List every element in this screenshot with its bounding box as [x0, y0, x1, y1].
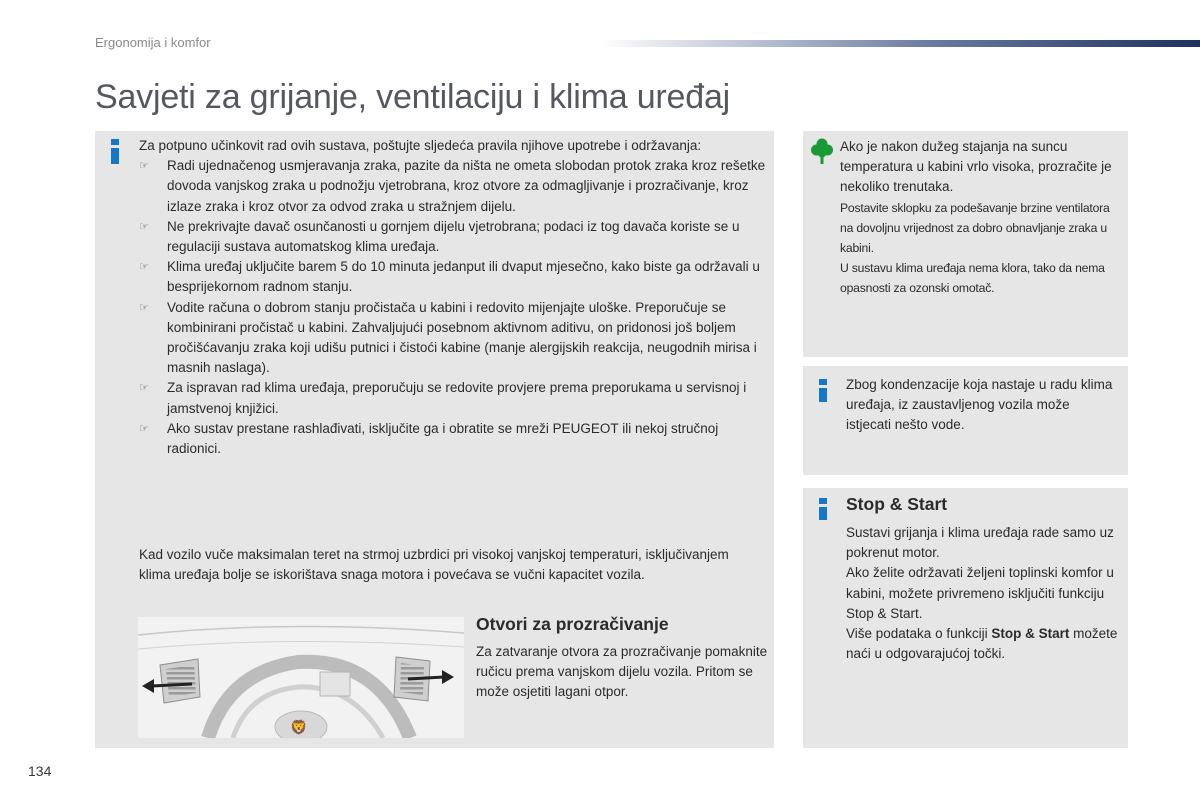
pointing-hand-icon: ☞ — [139, 301, 149, 314]
pointing-hand-icon: ☞ — [139, 422, 149, 435]
towing-paragraph: Kad vozilo vuče maksimalan teret na strmoj uzbrdici pri visokoj vanjskoj temperaturi, isključivanjem klima uređaja bolje se iskorištava snaga motora i povećava se vučni kapacitet vozila. — [139, 547, 729, 583]
eco-paragraph-1: Ako je nakon dužeg stajanja na suncu temperatura u kabini vrlo visoka, prozračite je nekoliko trenutaka. — [840, 139, 1112, 195]
air-vents-illustration — [138, 617, 464, 738]
svg-text:🦁: 🦁 — [290, 720, 308, 736]
pointing-hand-icon: ☞ — [139, 220, 149, 233]
stop-start-bold-ref: Stop & Start — [991, 626, 1070, 642]
list-item: ☞ Ne prekrivajte davač osunčanosti u gornjem dijelu vjetrobrana; podaci iz tog davača koriste se u regulaciji sustava automatskog klima uređaja. — [139, 218, 740, 255]
list-item: ☞ Vodite računa o dobrom stanju pročistača u kabini i redovito mijenjajte uloške. Preporučuje se kombinirani pročistač u kabini. Zahvaljujući posebnom aktivnom aditivu, on pridonosi još boljem pročišćavanju zraka koji udišu putnici i čistoći kabine (manje alergijskih reakcija, neugodnih mirisa i masnih naslaga). — [139, 299, 757, 376]
pointing-hand-icon: ☞ — [139, 261, 149, 274]
stop-start-paragraph-2: Ako želite održavati željeni toplinski komfor u kabini, možete privremeno isključiti funkciju Stop & Start. — [846, 565, 1114, 621]
pointing-hand-icon: ☞ — [139, 160, 149, 173]
list-item: ☞ Za ispravan rad klima uređaja, preporučuju se redovite provjere prema preporukama u servisnoj i jamstvenoj knjižici. — [139, 380, 747, 416]
rules-list — [139, 156, 769, 459]
stop-start-paragraph-3: Više podataka o funkciji Stop & Start možete naći u odgovarajućoj točki. — [846, 626, 1118, 662]
info-icon — [111, 139, 119, 164]
page-title: Savjeti za grijanje, ventilaciju i klima uređaj — [95, 78, 731, 116]
vents-text: Za zatvaranje otvora za prozračivanje pomaknite ručicu prema vanjskom dijelu vozila. Pritom se može osjetiti lagani otpor. — [476, 644, 768, 700]
eco-paragraph-2: Postavite sklopku za podešavanje brzine ventilatora na dovoljnu vrijednost za dobro obnavljanje zraka u kabini. — [840, 200, 1110, 255]
info-icon — [819, 379, 827, 402]
eco-paragraph-3: U sustavu klima uređaja nema klora, tako da nema opasnosti za ozonski omotač. — [840, 260, 1105, 295]
info-icon — [819, 498, 827, 520]
stop-start-heading: Stop & Start — [846, 494, 948, 514]
stop-start-text — [846, 523, 1118, 664]
vents-heading: Otvori za prozračivanje — [476, 614, 669, 634]
pointing-hand-icon: ☞ — [139, 382, 149, 395]
list-item: ☞ Radi ujednačenog usmjeravanja zraka, pazite da ništa ne ometa slobodan protok zraka kroz rešetke dovoda vanjskog zraka u podnožju vjetrobrana, kroz otvore za odmagljivanje i prozračivanje, kroz izlaze zraka i kroz otvor za odvod zraka u stražnjem dijelu. — [139, 158, 766, 214]
eco-tip-text — [840, 137, 1122, 298]
section-label: Ergonomija i komfor — [95, 35, 211, 50]
list-item: ☞ Ako sustav prestane rashlađivati, isključite ga i obratite se mreži PEUGEOT ili nekoj stručnoj radionici. — [139, 420, 719, 457]
page-number: 134 — [28, 763, 52, 779]
main-text-block — [139, 136, 769, 459]
stop-start-paragraph-1: Sustavi grijanja i klima uređaja rade samo uz pokrenut motor. — [846, 525, 1114, 561]
header-bar — [600, 40, 1200, 47]
condensation-text: Zbog kondenzacije koja nastaje u radu klima uređaja, iz zaustavljenog vozila može istjecati nešto vode. — [846, 377, 1113, 433]
dashboard-drawing — [138, 617, 464, 738]
list-item: ☞ Klima uređaj uključite barem 5 do 10 minuta jedanput ili dvaput mjesečno, kako biste ga održavali u besprijekornom radnom stanju. — [139, 259, 760, 295]
intro-text: Za potpuno učinkovit rad ovih sustava, poštujte sljedeća pravila njihove upotrebe i održavanja: — [139, 138, 702, 153]
tree-eco-icon — [811, 138, 833, 164]
